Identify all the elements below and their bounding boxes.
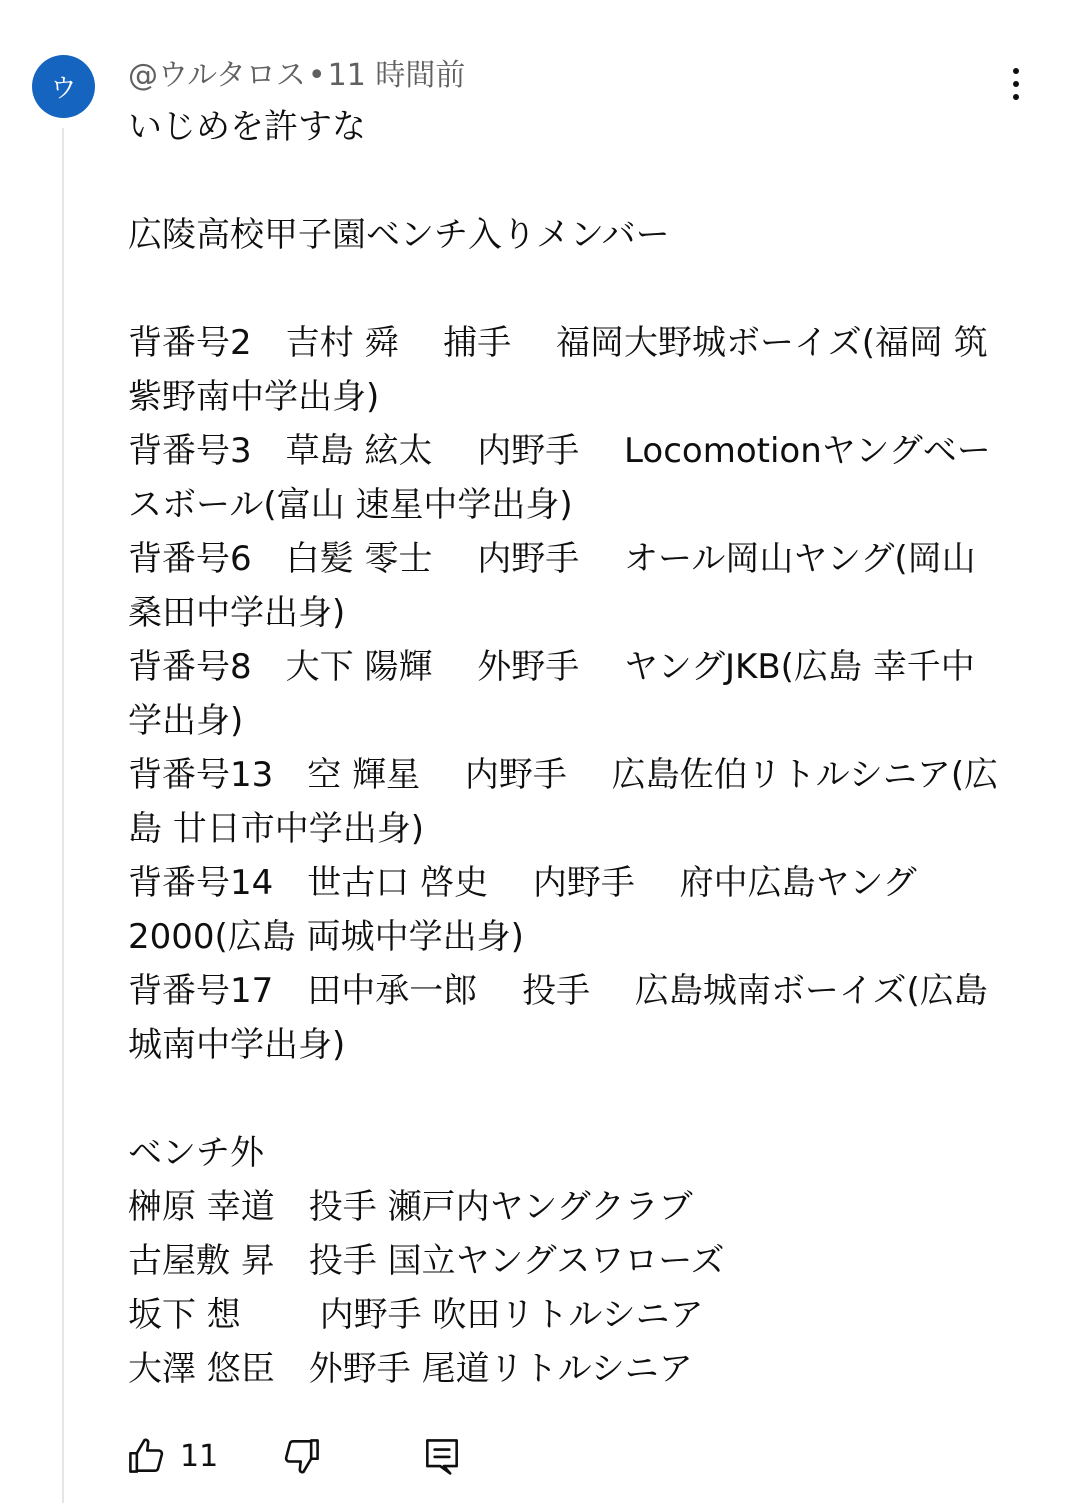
comment-header [128,56,465,96]
comment-body: いじめを許すな 広陵高校甲子園ベンチ入りメンバー 背番号2 吉村 舜 捕手 福岡大野城ボーイズ(福岡 筑紫野南中学出身) 背番号3 草島 絃太 内野手 Locomotionヤングベースボール(富山 速星中学出身) 背番号6 白髪 零士 内野手 オール岡山ヤング(岡山 桑田中学出身) 背番号8 大下 陽輝 外野手 ヤングJKB(広島 幸千中学出身) 背番号13 空 輝星 内野手 広島佐伯リトルシニア(広島 廿日市中学出身) 背番号14 世古口 啓史 内野手 府中広島ヤング2000(広島 両城中学出身) 背番号17 田中承一郎 投手 広島城南ボーイズ(広島 城南中学出身) ベンチ外 榊原 幸道 投手 瀬戸内ヤングクラブ 古屋敷 昇 投手 国立ヤングスワローズ 坂下 想 内野手 吹田リトルシニア 大澤 悠臣 外野手 尾道リトルシニア [128,107,999,1389]
author-name[interactable]: @ウルタロス [128,58,306,93]
comment-time[interactable]: 11 時間前 [327,58,466,93]
like-count: 11 [180,1438,219,1474]
like-button[interactable] [124,1434,218,1478]
thumb-down-icon [280,1434,324,1478]
avatar-initial: ウ [50,74,77,104]
thread-line [62,128,64,1503]
dislike-button[interactable] [280,1434,324,1478]
comment-reply-icon [420,1434,464,1478]
thumb-up-icon [124,1434,168,1478]
avatar[interactable] [32,55,95,118]
comment-actions [124,1428,464,1484]
header-separator: • [307,58,326,93]
reply-button[interactable] [420,1434,464,1478]
